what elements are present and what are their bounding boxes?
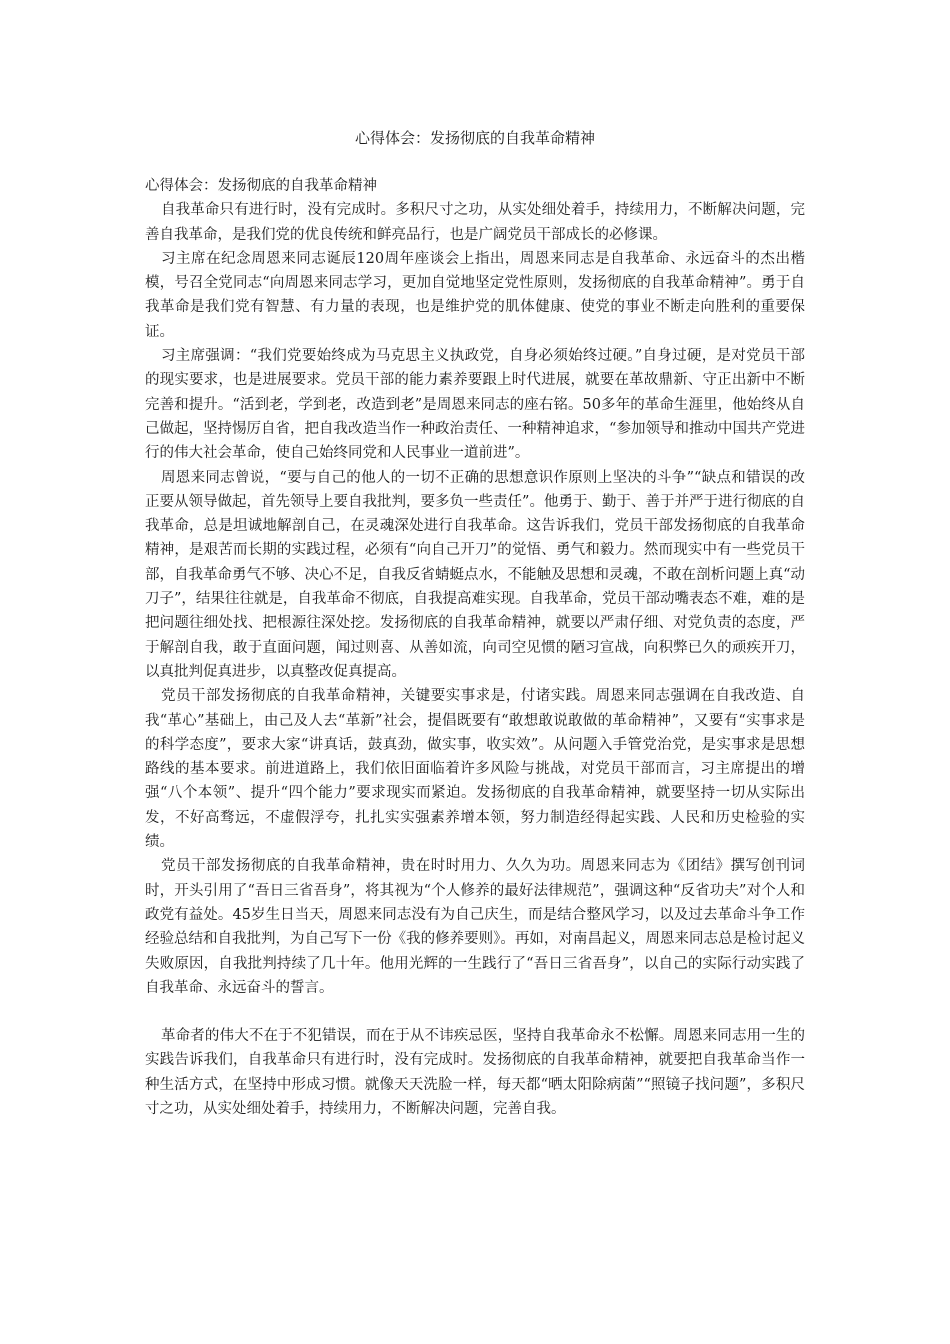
paragraph-5: 党员干部发扬彻底的自我革命精神，关键要实事求是，付诸实践。周恩来同志强调在自我改造、自我“革心”基础上，由己及人去“革新”社会，提倡既要有“敢想敢说敢做的革命精神”，又要有“实事求是的科学态度”，要求大家“讲真话，鼓真劲，做实事，收实效”。从问题入手管党治党，是实事求是思想路线的基本要求。前进道路上，我们依旧面临着许多风险与挑战，对党员干部而言，习主席提出的增强“八个本领”、提升“四个能力”要求现实而紧迫。发扬彻底的自我革命精神，就要坚持一切从实际出发，不好高骛远，不虚假浮夸，扎扎实实强素养增本领，努力制造经得起实践、人民和历史检验的实绩。: [145, 688, 805, 851]
document-body: [145, 174, 805, 1121]
paragraph-3: 习主席强调：“我们党要始终成为马克思主义执政党，自身必须始终过硬。”自身过硬，是对党员干部的现实要求，也是进展要求。党员干部的能力素养要跟上时代进展，就要在革故鼎新、守正出新中不断完善和提升。“活到老，学到老，改造到老”是周恩来同志的座右铭。50多年的革命生涯里，他始终从自己做起，坚持惕厉自省，把自我改造当作一种政治责任、一种精神追求，“参加领导和推动中国共产党进行的伟大社会革命，使自己始终同党和人民事业一道前进”。: [145, 348, 805, 462]
document-subtitle: 心得体会：发扬彻底的自我革命精神: [145, 178, 377, 194]
paragraph-1: 自我革命只有进行时，没有完成时。多积尺寸之功，从实处细处着手，持续用力，不断解决问题，完善自我革命，是我们党的优良传统和鲜亮品行，也是广阔党员干部成长的必修课。: [145, 202, 805, 243]
paragraph-6: 党员干部发扬彻底的自我革命精神，贵在时时用力、久久为功。周恩来同志为《团结》撰写创刊词时，开头引用了“吾日三省吾身”，将其视为“个人修养的最好法律规范”，强调这种“反省功夫”对个人和政党有益处。45岁生日当天，周恩来同志没有为自己庆生，而是结合整风学习，以及过去革命斗争工作经验总结和自我批判，为自己写下一份《我的修养要则》。再如，对南昌起义，周恩来同志总是检讨起义失败原因，自我批判持续了几十年。他用光辉的一生践行了“吾日三省吾身”，以自己的实际行动实践了自我革命、永远奋斗的誓言。: [145, 858, 805, 996]
paragraph-4: 周恩来同志曾说，“要与自己的他人的一切不正确的思想意识作原则上坚决的斗争”“缺点和错误的改正要从领导做起，首先领导上要自我批判，要多负一些责任”。他勇于、勤于、善于并严于进行彻底的自我革命，总是坦诚地解剖自己，在灵魂深处进行自我革命。这告诉我们，党员干部发扬彻底的自我革命精神，是艰苦而长期的实践过程，必须有“向自己开刀”的觉悟、勇气和毅力。然而现实中有一些党员干部，自我革命勇气不够、决心不足，自我反省蜻蜓点水，不能触及思想和灵魂，不敢在剖析问题上真“动刀子”，结果往往就是，自我革命不彻底，自我提高难实现。自我革命，党员干部动嘴表态不难，难的是把问题往细处找、把根源往深处挖。发扬彻底的自我革命精神，就要以严肃仔细、对党负责的态度，严于解剖自我，敢于直面问题，闻过则喜、从善如流，向司空见惯的陋习宣战，向积弊已久的顽疾开刀，以真批判促真进步，以真整改促真提高。: [145, 469, 805, 680]
paragraph-gap: [145, 1000, 805, 1024]
paragraph-2: 习主席在纪念周恩来同志诞辰120周年座谈会上指出，周恩来同志是自我革命、永远奋斗的杰出楷模，号召全党同志“向周恩来同志学习，更加自觉地坚定党性原则，发扬彻底的自我革命精神”。勇于自我革命是我们党有智慧、有力量的表现，也是维护党的肌体健康、使党的事业不断走向胜利的重要保证。: [145, 250, 805, 340]
paragraph-7: 革命者的伟大不在于不犯错误，而在于从不讳疾忌医，坚持自我革命永不松懈。周恩来同志用一生的实践告诉我们，自我革命只有进行时，没有完成时。发扬彻底的自我革命精神，就要把自我革命当作一种生活方式，在坚持中形成习惯。就像天天洗脸一样，每天都“晒太阳除病菌”“照镜子找问题”，多积尺寸之功，从实处细处着手，持续用力，不断解决问题，完善自我。: [145, 1028, 805, 1117]
document-title: 心得体会：发扬彻底的自我革命精神: [354, 129, 595, 147]
